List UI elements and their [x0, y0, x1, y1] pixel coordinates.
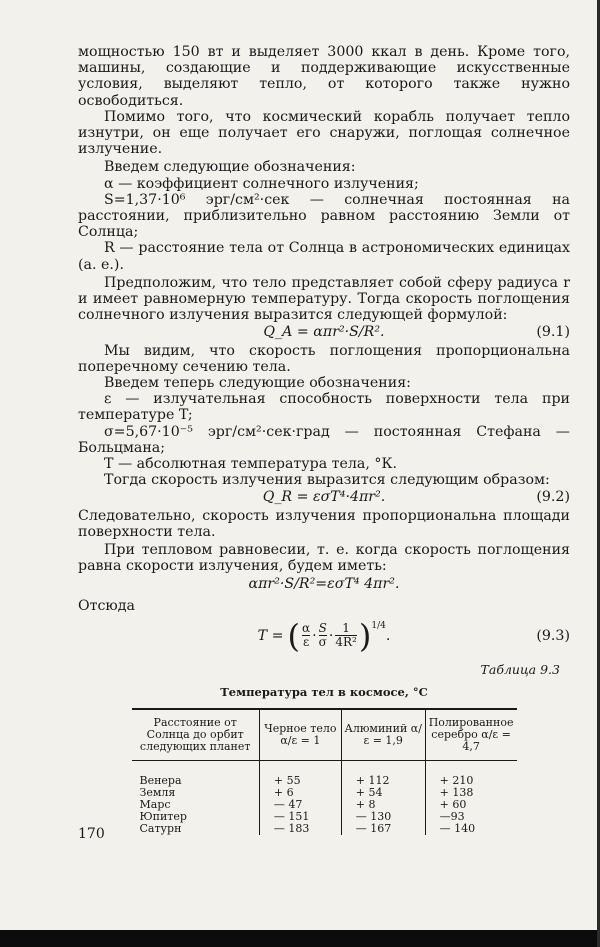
formula-number: (9.2) — [536, 489, 570, 506]
column-header: Полированное серебро α/ε = 4,7 — [425, 709, 516, 761]
temperature-table — [132, 708, 517, 835]
fraction — [335, 622, 356, 649]
table-row — [132, 761, 517, 836]
formula-lhs: T = — [257, 627, 284, 644]
paragraph: Помимо того, что космический корабль получает тепло изнутри, он еще получает его снаружи, поглощая солнечное излучение. — [78, 108, 570, 158]
paragraph: Мы видим, что скорость поглощения пропорциональна поперечному сечению тела. — [78, 342, 570, 375]
column-header: Алюминий α/ε = 1,9 — [341, 709, 425, 761]
exponent: 1/4 — [371, 620, 386, 631]
numerator: α — [302, 621, 311, 636]
column-header: Расстояние от Солнца до орбит следующих планет — [132, 709, 260, 761]
paragraph: Введем следующие обозначения: — [104, 159, 356, 176]
table-title: Температура тел в космосе, °С — [220, 685, 428, 700]
dot: · — [312, 627, 317, 644]
scan-bottom-edge — [0, 930, 600, 947]
table-caption: Таблица 9.3 — [480, 661, 560, 677]
definition: σ=5,67·10⁻⁵ эрг/см²·сек·град — постоянная Стефана — Больцмана; — [78, 423, 570, 456]
formula-text: Q_R = εσT⁴·4πr². — [262, 489, 386, 506]
formula-text: απr²·S/R²=εσT⁴ 4πr². — [248, 575, 400, 592]
denominator: ε — [302, 635, 310, 650]
paragraph: Введем теперь следующие обозначения: — [104, 375, 411, 392]
page-number: 170 — [78, 826, 105, 842]
denominator: σ — [318, 635, 327, 650]
page-body — [78, 44, 570, 835]
paragraph: Отсюда — [78, 597, 135, 614]
definition: R — расстояние тела от Солнца в астрономических единицах (а. е.). — [78, 240, 570, 273]
formula-number: (9.3) — [536, 627, 570, 644]
formula-text: Q_A = απr²·S/R². — [263, 324, 385, 341]
paragraph: Предположим, что тело представляет собой сферу радиуса r и имеет равномерную температуру. Тогда скорость поглощения солнечного излучения выразится следующей формулой: — [78, 274, 570, 324]
left-paren: ( — [287, 616, 300, 655]
column-header: Черное тело α/ε = 1 — [259, 709, 341, 761]
paragraph: Тогда скорость излучения выразится следующим образом: — [104, 472, 550, 489]
definition: α — коэффициент солнечного излучения; — [104, 175, 419, 192]
black-body-values: + 55 + 6 — 47 — 151 — 183 — [259, 761, 341, 836]
formula-number: (9.1) — [536, 324, 570, 341]
paragraph: При тепловом равновесии, т. е. когда скорость поглощения равна скорости излучения, будем иметь: — [78, 542, 570, 575]
aluminum-values: + 112 + 54 + 8 — 130 — 167 — [341, 761, 425, 836]
definition: T — абсолютная температура тела, °К. — [104, 456, 397, 473]
formula-9-2 — [78, 489, 570, 505]
paragraph: Следовательно, скорость излучения пропорциональна площади поверхности тела. — [78, 507, 570, 540]
formula-equilibrium — [78, 576, 570, 592]
silver-values: + 210 + 138 + 60 —93 — 140 — [425, 761, 516, 836]
definition: S=1,37·10⁶ эрг/см²·сек — солнечная постоянная на расстоянии, приблизительно равном расстоянию Земли от Солнца; — [78, 191, 570, 241]
definition: ε — излучательная способность поверхности тела при температуре T; — [78, 391, 570, 424]
numerator: 1 — [342, 621, 350, 636]
planet-names: Венера Земля Марс Юпитер Сатурн — [139, 774, 187, 836]
formula-9-1 — [78, 324, 570, 340]
table-header-row — [132, 709, 517, 761]
paragraph: мощностью 150 вт и выделяет 3000 ккал в день. Кроме того, машины, создающие и поддерживающие искусственные условия, выделяют тепло, от которого также нужно освободиться. — [78, 44, 570, 109]
formula-9-3 — [78, 614, 570, 658]
fraction — [319, 622, 327, 649]
numerator: S — [318, 621, 327, 636]
period: . — [385, 627, 391, 644]
denominator: 4R² — [335, 635, 357, 650]
dot: · — [328, 627, 334, 644]
fraction — [302, 622, 310, 649]
right-paren: ) — [358, 616, 372, 655]
